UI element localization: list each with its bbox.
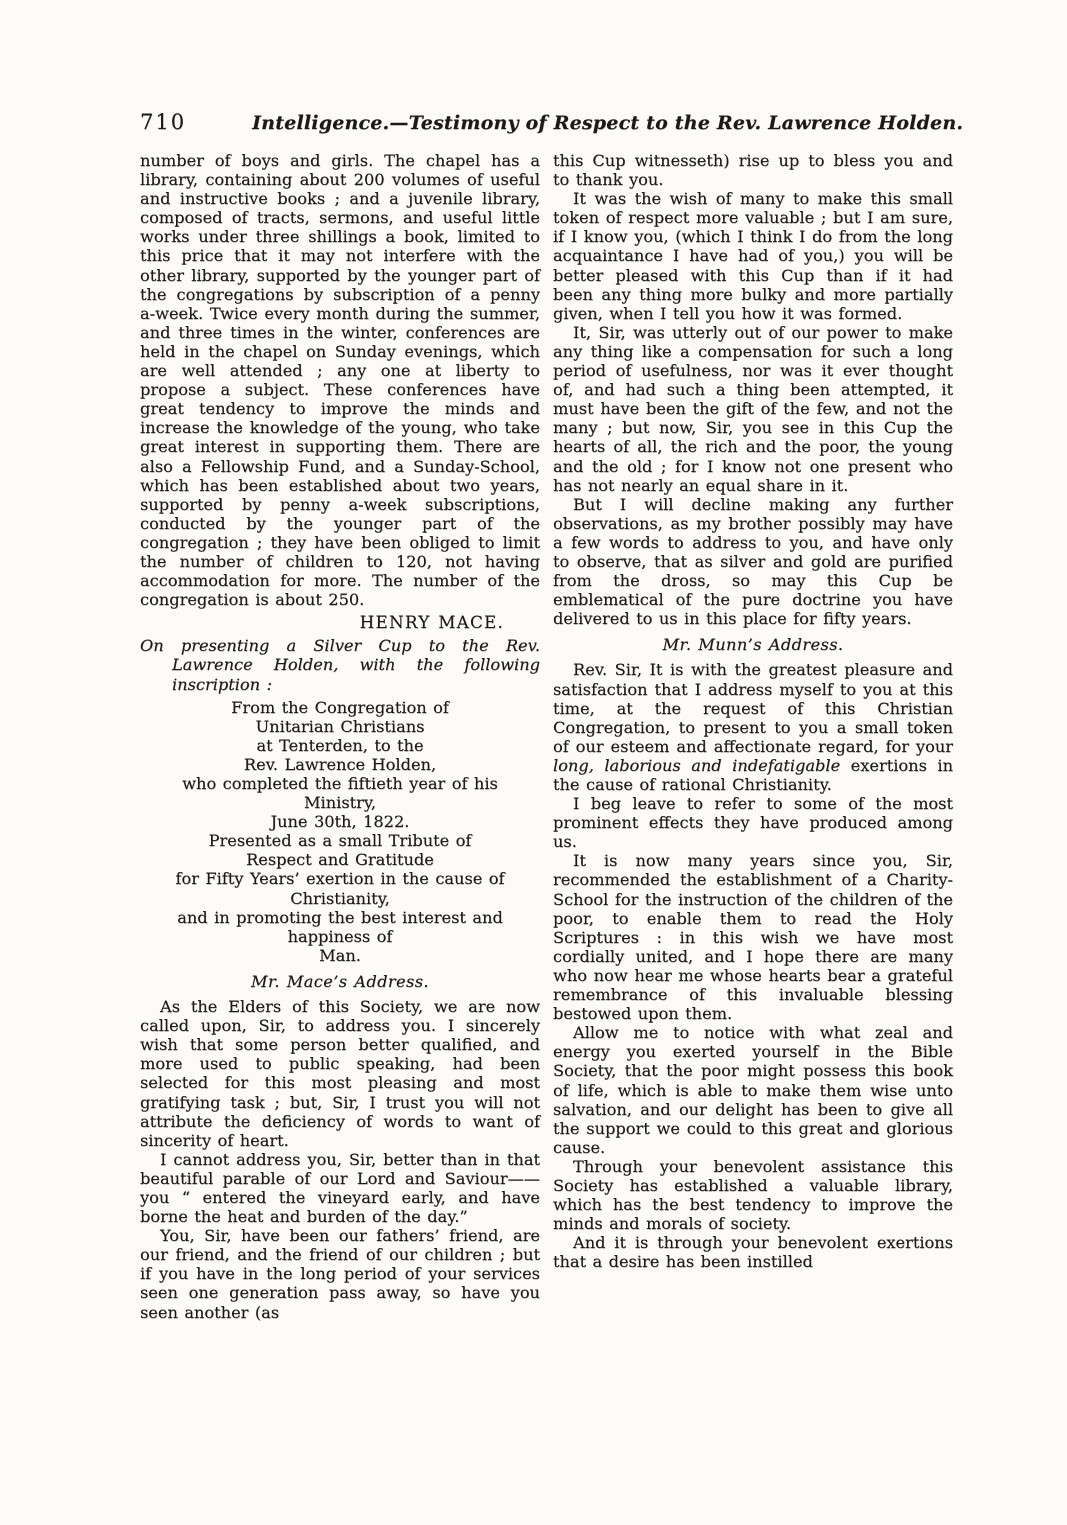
right-column (553, 151, 953, 1322)
inscription-block (140, 698, 540, 965)
inscription-line: and in promoting the best interest and (177, 907, 503, 927)
paragraph (553, 660, 953, 794)
inscription-line: Presented as a small Tribute of (208, 831, 472, 851)
paragraph-text: Rev. Sir, It is with the greatest pleasure and satisfaction that I address myself to you at this time, at the request of this Christian Congregation, to present to you a small token of our esteem and affectionate regard, for your (553, 660, 953, 756)
section-heading-munn: Mr. Munn’s Address. (662, 635, 844, 655)
paragraph: It was the wish of many to make this small token of respect more valuable ; but I am sure, if I know you, (which I think I do from the long acquaintance I have had of you,) you will be better pleased with this Cup than if it had been any thing more bulky and more partially given, when I tell you how it was formed. (553, 189, 953, 323)
inscription-line: Christianity, (290, 888, 390, 908)
paragraph-emphasis: long, laborious and indefatigable (553, 755, 841, 775)
inscription-line: June 30th, 1822. (270, 812, 410, 832)
paragraph: And it is through your benevolent exertions that a desire has been instilled (553, 1233, 953, 1272)
paragraph: It is now many years since you, Sir, recommended the establishment of a Charity-School for the instruction of the children of the poor, to enable them to read the Holy Scriptures : in this wish we have most cordially united, and I hope there are many who now hear me whose hearts bear a grateful remembrance of this invaluable blessing bestowed upon them. (553, 851, 953, 1024)
signature: HENRY MACE. (359, 612, 504, 633)
inscription-line: Man. (319, 945, 361, 965)
inscription-line: at Tenterden, to the (256, 735, 424, 755)
inscription-line: who completed the fiftieth year of his (182, 774, 498, 793)
paragraph-text: exertions in the cause of rational Christianity. (553, 755, 953, 794)
paragraph: this Cup witnesseth) rise up to bless you and to thank you. (553, 151, 953, 190)
paragraph: But I will decline making any further observations, as my brother possibly may have a few words to address to you, and have only to observe, that as silver and gold are purified from the dross, so may this Cup be emblematical of the pure doctrine you have delivered to us in this place for fifty years. (553, 494, 953, 629)
paragraph: I cannot address you, Sir, better than in that beautiful parable of our Lord and Saviour——you “ entered the vineyard early, and have borne the heat and burden of the day.” (140, 1149, 540, 1227)
page-number: 710 (140, 110, 187, 134)
subheading: On presenting a Silver Cup to the Rev. Lawrence Holden, with the following inscription : (140, 636, 540, 694)
inscription-line: Rev. Lawrence Holden, (243, 754, 437, 774)
running-title: Intelligence.—Testimony of Respect to the Rev. Lawrence Holden. (252, 112, 964, 134)
paragraph: It, Sir, was utterly out of our power to make any thing like a compensation for such a long period of usefulness, nor was it ever thought of, and had such a thing been attempted, it must have been the gift of the few, and not the many ; but now, Sir, you see in this Cup the hearts of all, the rich and the poor, the young and the old ; for I know not one present who has not nearly an equal share in it. (553, 322, 953, 495)
inscription-line: From the Congregation of (231, 697, 449, 717)
inscription-line: Respect and Gratitude (246, 850, 434, 870)
inscription-line: Unitarian Christians (255, 716, 425, 736)
paragraph: Through your benevolent assistance this Society has established a valuable library, which has the best tendency to improve the minds and morals of society. (553, 1156, 953, 1234)
page-header (140, 110, 964, 134)
inscription-line: Ministry, (303, 793, 377, 813)
paragraph: Allow me to notice with what zeal and energy you exerted yourself in the Bible Society, that the poor might possess this book of life, which is able to make them wise unto salvation, and our delight has been to give all the support we could to this great and glorious cause. (553, 1023, 953, 1157)
paragraph: number of boys and girls. The chapel has a library, containing about 200 volumes of useful and instructive books ; and a juvenile library, composed of tracts, sermons, and useful little works under three shillings a book, limited to this price that it may not interfere with the other library, supported by the younger part of the congregations by subscription of a penny a-week. Twice every month during the summer, and three times in the winter, conferences are held in the chapel on Sunday evenings, which are well attended ; any one at liberty to propose a subject. These conferences have great tendency to improve the minds and increase the knowledge of the young, who take great interest in supporting them. There are also a Fellowship Fund, and a Sunday-School, which has been established about two years, supported by penny a-week subscriptions, conducted by the younger part of the congregation ; they have been obliged to limit the number of children to 120, not having accommodation for more. The number of the congregation is about 250. (140, 151, 540, 610)
paragraph: I beg leave to refer to some of the most prominent effects they have produced among us. (553, 794, 953, 852)
left-column (140, 151, 540, 1322)
inscription-line: happiness of (287, 926, 393, 946)
text-columns (140, 151, 953, 1322)
paragraph: You, Sir, have been our fathers’ friend, are our friend, and the friend of our children ; but if you have in the long period of your services seen one generation pass away, so have you seen another (as (140, 1226, 540, 1322)
paragraph: As the Elders of this Society, we are now called upon, Sir, to address you. I sincerely wish that some person better qualified, and more used to public speaking, had been selected for this most pleasing and most gratifying task ; but, Sir, I trust you will not attribute the deficiency of words to want of sincerity of heart. (140, 997, 540, 1150)
section-heading-mace: Mr. Mace’s Address. (251, 971, 429, 991)
inscription-line: for Fifty Years’ exertion in the cause of (175, 869, 505, 889)
